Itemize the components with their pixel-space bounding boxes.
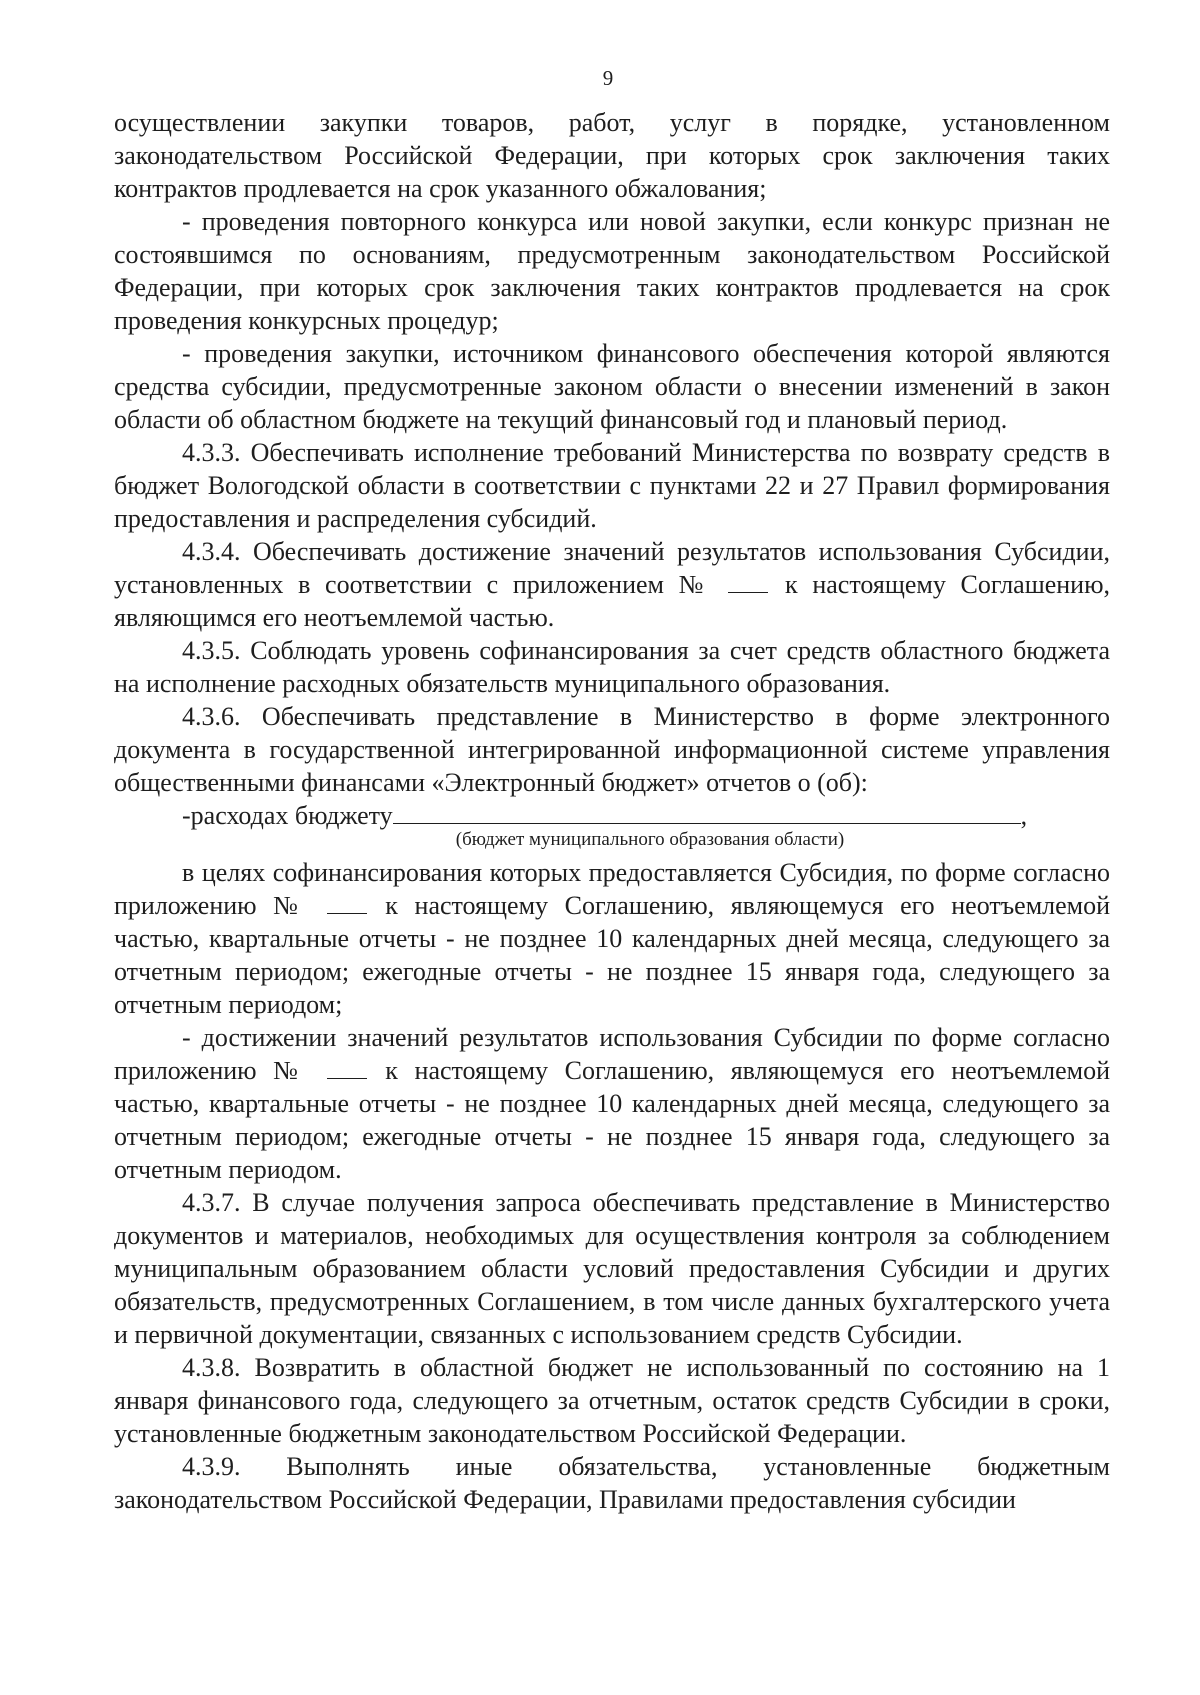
paragraph-4-3-5: 4.3.5. Соблюдать уровень софинансирования за счет средств областного бюджета на исполнение расходных обязательств муниципального образования. xyxy=(114,636,1110,698)
budget-line-comma: , xyxy=(1020,801,1028,830)
paragraph-continuation: осуществлении закупки товаров, работ, услуг в порядке, установленном законодательством Российской Федерации, при которых срок заключения таких контрактов продлевается на срок указанного обжалования; xyxy=(114,108,1110,203)
paragraph-results-end: к настоящему Соглашению, являющемуся его неотъемлемой частью, квартальные отчеты - не позднее 10 календарных дней месяца, следующего за отчетным периодом; ежегодные отчеты - не позднее 15 января года, следующего за отчетным периодом. xyxy=(114,1056,1111,1184)
paragraph-cofinancing-report xyxy=(114,856,1110,1021)
page-number: 9 xyxy=(602,66,614,90)
appendix-number-blank xyxy=(728,572,768,593)
paragraph-4-3-3: 4.3.3. Обеспечивать исполнение требований Министерства по возврату средств в бюджет Вологодской области в соответствии с пунктами 22 и 27 Правил формирования предоставления и распределения субсидий. xyxy=(114,438,1110,533)
paragraph-4-3-9: 4.3.9. Выполнять иные обязательства, установленные бюджетным законодательством Российской Федерации, Правилами предоставления субсидии xyxy=(114,1452,1110,1514)
paragraph-repeat-tender: - проведения повторного конкурса или новой закупки, если конкурс признан не состоявшимся по основаниям, предусмотренным законодательством Российской Федерации, при которых срок заключения таких контрактов продлевается на срок проведения конкурсных процедур; xyxy=(114,207,1110,335)
appendix-number-blank xyxy=(327,893,367,914)
paragraph-4-3-4-start: 4.3.4. Обеспечивать достижение значений результатов использования Субсидии, установленных в соответствии с приложением № xyxy=(114,537,1110,599)
paragraph-4-3-4 xyxy=(114,535,1110,634)
appendix-number-blank xyxy=(327,1058,367,1079)
paragraph-cofinancing-end: к настоящему Соглашению, являющемуся его неотъемлемой частью, квартальные отчеты - не позднее 10 календарных дней месяца, следующего за отчетным периодом; ежегодные отчеты - не позднее 15 января года, следующего за отчетным периодом; xyxy=(114,891,1111,1019)
paragraph-procurement: - проведения закупки, источником финансового обеспечения которой являются средства субсидии, предусмотренные законом области о внесении изменений в закон области об областном бюджете на текущий финансовый год и плановый период. xyxy=(114,339,1110,434)
paragraph-4-3-7: 4.3.7. В случае получения запроса обеспечивать представление в Министерство документов и материалов, необходимых для осуществления контроля за соблюдением муниципальным образованием области условий предоставления Субсидии и других обязательств, предусмотренных Соглашением, в том числе данных бухгалтерского учета и первичной документации, связанных с использованием средств Субсидии. xyxy=(114,1188,1110,1349)
paragraph-results-report xyxy=(114,1021,1110,1186)
paragraph-4-3-4-end: к настоящему Соглашению, являющимся его неотъемлемой частью. xyxy=(114,570,1111,632)
paragraph-results-start: - достижении значений результатов использования Субсидии по форме согласно приложению № xyxy=(114,1023,1110,1085)
budget-expenses-label: -расходах бюджету xyxy=(182,801,393,830)
paragraph-4-3-6: 4.3.6. Обеспечивать представление в Министерство в форме электронного документа в государственной интегрированной информационной системе управления общественными финансами «Электронный бюджет» отчетов о (об): xyxy=(114,702,1110,797)
budget-name-blank xyxy=(393,801,1021,824)
paragraph-4-3-8: 4.3.8. Возвратить в областной бюджет не использованный по состоянию на 1 января финансового года, следующего за отчетным, остаток средств Субсидии в сроки, установленные бюджетным законодательством Российской Федерации. xyxy=(114,1353,1110,1448)
paragraph-cofinancing-start: в целях софинансирования которых предоставляется Субсидия, по форме согласно приложению № xyxy=(114,858,1110,920)
budget-blank-caption: (бюджет муниципального образования области) xyxy=(455,829,845,850)
document-body xyxy=(114,106,1110,1516)
